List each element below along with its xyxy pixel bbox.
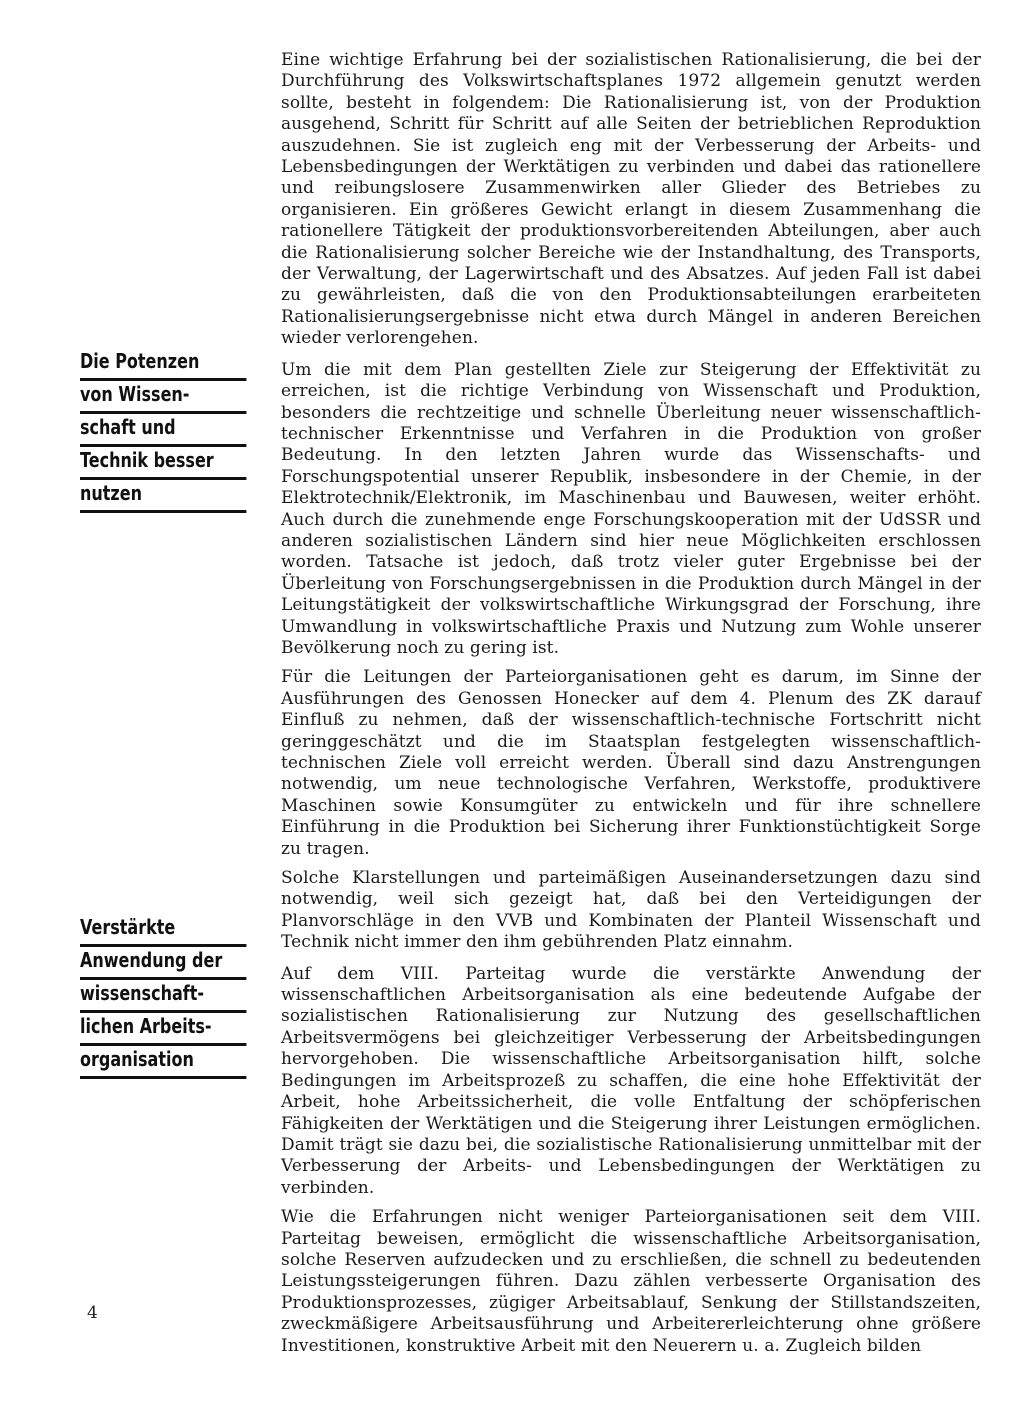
paragraph-viii-parteitag: Auf dem VIII. Parteitag wurde die verstärkte Anwendung der wissenschaftlichen Arbeitsorganisation als eine bedeutende Aufgabe der sozialistischen Rationalisierung zur Nutzung des gesellschaftlichen Arbeitsvermögens bei gleichzeitiger Verbesserung der Arbeitsbedingungen hervorgehoben. Die wissenschaftliche Arbeitsorganisation hilft, solche Bedingungen im Arbeitsprozeß zu schaffen, die eine hohe Effektivität der Arbeit, hohe Arbeitssicherheit, die volle Entfaltung der schöpferischen Fähigkeiten der Werktätigen und die Steigerung ihrer Leistungen ermöglichen. Damit trägt sie dazu bei, die sozialistische Rationalisierung unmittelbar mit der Verbesserung der Arbeits- und Lebensbedingungen der Werktätigen zu verbinden. [281, 963, 981, 1198]
paragraph-erfahrungen: Wie die Erfahrungen nicht weniger Parteiorganisationen seit dem VIII. Parteitag beweisen, ermöglicht die wissenschaftliche Arbeitsorganisation, solche Reserven aufzudecken und zu erschließen, die schnell zu bedeutenden Leistungssteigerungen führen. Dazu zählen verbesserte Organisation des Produktionsprozesses, zügiger Arbeitsablauf, Senkung der Stillstandszeiten, zweckmäßigere Arbeitsausführung und Arbeitererleichterung ohne größere Investitionen, konstruktive Arbeit mit den Neuerern u. a. Zugleich bilden [281, 1207, 981, 1356]
paragraph-wissenschaft-produktion: Um die mit dem Plan gestellten Ziele zur Steigerung der Effektivität zu erreichen, ist die richtige Verbindung von Wissenschaft und Produktion, besonders die rechtzeitige und schnelle Überleitung neuer wissenschaftlich-technischer Erkenntnisse und Verfahren in die Produktion von großer Bedeutung. In den letzten Jahren wurde das Wissenschafts- und Forschungspotential unserer Republik, insbesondere in der Chemie, in der Elektrotechnik/Elektronik, im Maschinenbau und Bauwesen, weiter erhöht. Auch durch die zunehmende enge Forschungskooperation mit der UdSSR und anderen sozialistischen Ländern sind hier neue Möglichkeiten erschlossen worden. Tatsache ist jedoch, daß trotz vieler guter Ergebnisse bei der Überleitung von Forschungsergebnissen in die Produktion durch Mängel in der Leitungstätigkeit der volkswirtschaftliche Wirkungsgrad der Forschung, ihre Umwandlung in volkswirtschaftliche Praxis und Nutzung zum Wohle unserer Bevölkerung noch zu gering ist. [281, 359, 981, 658]
heading-line: von Wissen- [80, 381, 246, 414]
heading-line: Die Potenzen [80, 348, 246, 381]
paragraph-klarstellungen: Solche Klarstellungen und parteimäßigen Auseinandersetzungen dazu sind notwendig, weil sich gezeigt hat, daß bei den Verteidigungen der Planvorschläge in den VVB und Kombinaten der Planteil Wissenschaft und Technik nicht immer den ihm gebührenden Platz einnahm. [281, 868, 981, 953]
heading-line: schaft und [80, 414, 246, 447]
heading-line: wissenschaft- [80, 980, 246, 1013]
heading-line: nutzen [80, 480, 246, 513]
paragraph-parteiorganisationen: Für die Leitungen der Parteiorganisationen geht es darum, im Sinne der Ausführungen des Genossen Honecker auf dem 4. Plenum des ZK darauf Einfluß zu nehmen, daß der wissenschaftlich-technische Fortschritt nicht geringgeschätzt und die im Staatsplan festgelegten wissenschaftlich-technischen Ziele voll erreicht werden. Überall sind dazu Anstrengungen notwendig, um neue technologische Verfahren, Werkstoffe, produktivere Maschinen sowie Konsumgüter zu entwickeln und für ihre schnellere Einführung in die Produktion bei Sicherung ihrer Funktionstüchtigkeit Sorge zu tragen. [281, 667, 981, 859]
side-heading-potenzen [80, 348, 213, 513]
heading-line: Anwendung der [80, 947, 246, 980]
heading-line: lichen Arbeits- [80, 1013, 246, 1046]
heading-line: organisation [80, 1046, 246, 1079]
page-number: 4 [87, 1303, 98, 1323]
heading-line: Technik besser [80, 447, 246, 480]
heading-line: Verstärkte [80, 914, 246, 947]
side-heading-arbeitsorganisation [80, 914, 223, 1079]
paragraph-rationalisierung: Eine wichtige Erfahrung bei der sozialistischen Rationalisierung, die bei der Durchführung des Volkswirtschaftsplanes 1972 allgemein genutzt werden sollte, besteht in folgendem: Die Rationalisierung ist, von der Produktion ausgehend, Schritt für Schritt auf alle Seiten der betrieblichen Reproduktion auszudehnen. Sie ist zugleich eng mit der Verbesserung der Arbeits- und Lebensbedingungen der Werktätigen zu verbinden und dabei das rationellere und reibungslosere Zusammenwirken aller Glieder des Betriebes zu organisieren. Ein größeres Gewicht erlangt in diesem Zusammenhang die rationellere Tätigkeit der produktionsvorbereitenden Abteilungen, aber auch die Rationalisierung solcher Bereiche wie der Instandhaltung, des Transports, der Verwaltung, der Lagerwirtschaft und des Absatzes. Auf jeden Fall ist dabei zu gewährleisten, daß die von den Produktionsabteilungen erarbeiteten Rationalisierungsergebnisse nicht etwa durch Mängel in anderen Bereichen wieder verlorengehen. [281, 50, 981, 349]
body-text-column [281, 50, 981, 1357]
